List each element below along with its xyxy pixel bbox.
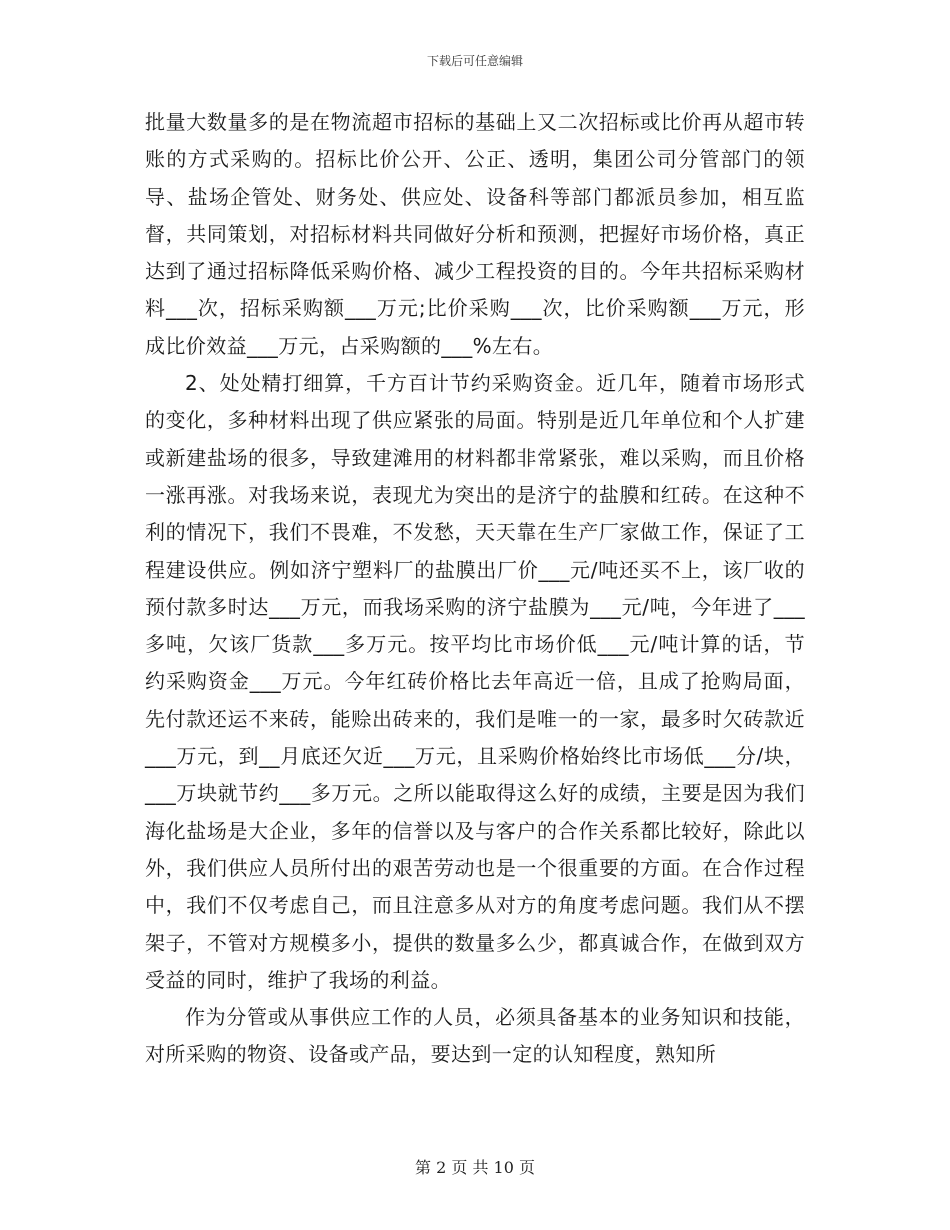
page-number-footer: 第 2 页 共 10 页 [415,1158,535,1177]
page-header-note: 下载后可任意编辑 [426,54,523,68]
paragraph-staff-requirements: 作为分管或从事供应工作的人员，必须具备基本的业务知识和技能，对所采购的物资、设备或产品，要达到一定的认知程度，熟知所 [145,1005,805,1067]
document-body [145,104,805,1074]
paragraph-procurement-bidding: 批量大数量多的是在物流超市招标的基础上又二次招标或比价再从超市转账的方式采购的。招标比价公开、公正、透明，集团公司分管部门的领导、盐场企管处、财务处、供应处、设备科等部门都派员参加，相互监督，共同策划，对招标材料共同做好分析和预测，把握好市场价格，真正达到了通过招标降低采购价格、减少工程投资的目的。今年共招标采购材料___次，招标采购额___万元;比价采购___次，比价采购额___万元，形成比价效益___万元，占采购额的___%左右。 [145,110,805,358]
paragraph-cost-saving: 2、处处精打细算，千方百计节约采购资金。近几年，随着市场形式的变化，多种材料出现了供应紧张的局面。特别是近几年单位和个人扩建或新建盐场的很多，导致建滩用的材料都非常紧张，难以采购，而且价格一涨再涨。对我场来说，表现尤为突出的是济宁的盐膜和红砖。在这种不利的情况下，我们不畏难，不发愁，天天靠在生产厂家做工作，保证了工程建设供应。例如济宁塑料厂的盐膜出厂价___元/吨还买不上，该厂收的预付款多时达___万元，而我场采购的济宁盐膜为___元/吨，今年进了___多吨，欠该厂货款___多万元。按平均比市场价低___元/吨计算的话，节约采购资金___万元。今年红砖价格比去年高近一倍，且成了抢购局面，先付款还运不来砖，能赊出砖来的，我们是唯一的一家，最多时欠砖款近___万元，到__月底还欠近___万元，且采购价格始终比市场低___分/块，___万块就节约___多万元。之所以能取得这么好的成绩，主要是因为我们海化盐场是大企业，多年的信誉以及与客户的合作关系都比较好，除此以外，我们供应人员所付出的艰苦劳动也是一个很重要的方面。在合作过程中，我们不仅考虑自己，而且注意多从对方的角度考虑问题。我们从不摆架子，不管对方规模多小，提供的数量多么少，都真诚合作，在做到双方受益的同时，维护了我场的利益。 [145,371,805,992]
